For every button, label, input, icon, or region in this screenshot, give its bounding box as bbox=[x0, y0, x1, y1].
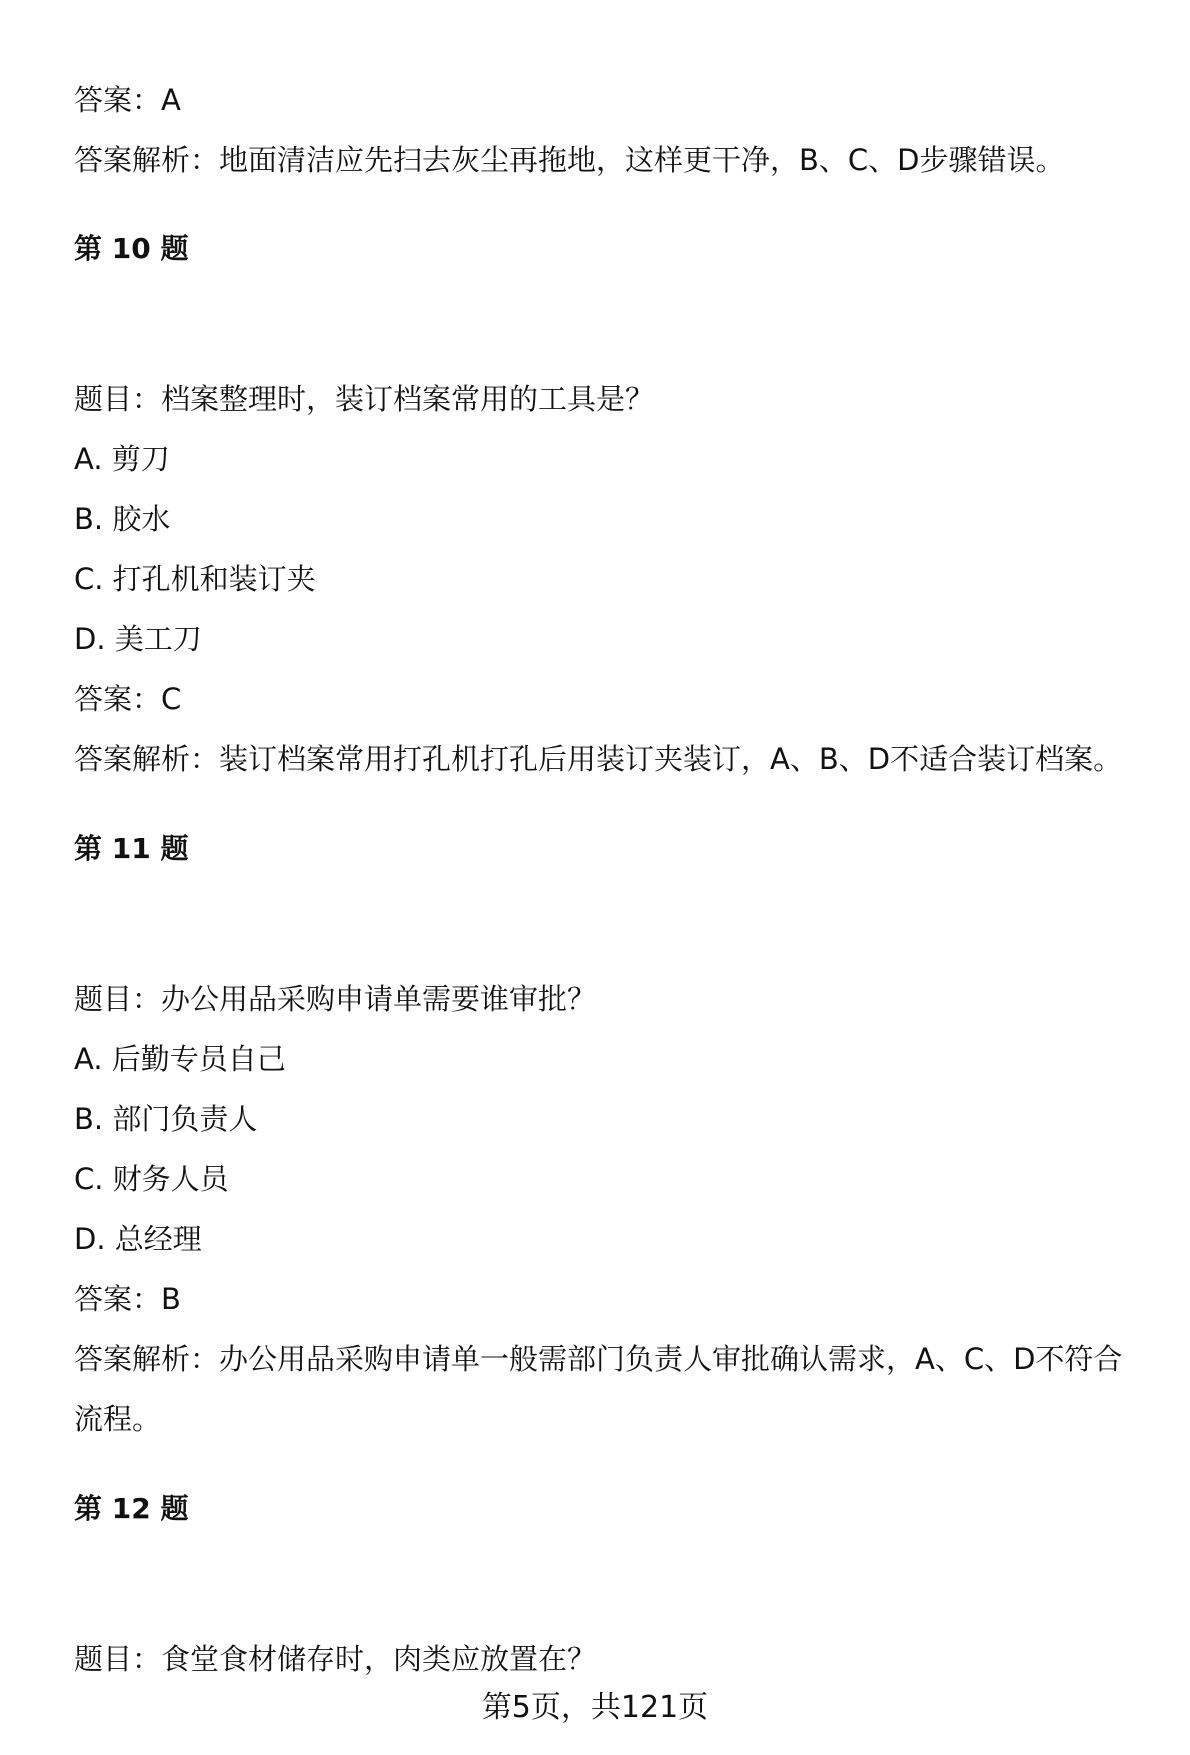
page-number-footer: 第5页，共121页 bbox=[481, 1690, 709, 1725]
q10-option-c: C. 打孔机和装订夹 bbox=[74, 562, 316, 596]
q10-option-b: B. 胶水 bbox=[74, 502, 171, 536]
q12-question: 题目：食堂食材储存时，肉类应放置在？ bbox=[74, 1642, 597, 1676]
q12-heading: 第 12 题 bbox=[74, 1492, 189, 1525]
q10-answer: 答案：C bbox=[74, 682, 182, 716]
q11-heading: 第 11 题 bbox=[74, 832, 189, 865]
q11-option-a: A. 后勤专员自己 bbox=[74, 1042, 286, 1076]
q11-answer: 答案：B bbox=[74, 1282, 181, 1316]
q10-analysis: 答案解析：装订档案常用打孔机打孔后用装订夹装订，A、B、D不适合装订档案。 bbox=[74, 742, 1123, 776]
q11-analysis-line-2: 流程。 bbox=[74, 1402, 162, 1436]
q10-option-a: A. 剪刀 bbox=[74, 442, 170, 476]
q9-analysis: 答案解析：地面清洁应先扫去灰尘再拖地，这样更干净，B、C、D步骤错误。 bbox=[74, 143, 1065, 177]
q11-option-c: C. 财务人员 bbox=[74, 1162, 229, 1196]
q10-question: 题目：档案整理时，装订档案常用的工具是？ bbox=[74, 382, 655, 416]
q11-question: 题目：办公用品采购申请单需要谁审批？ bbox=[74, 982, 597, 1016]
q9-answer: 答案：A bbox=[74, 83, 181, 117]
q10-heading: 第 10 题 bbox=[74, 232, 189, 265]
q11-option-b: B. 部门负责人 bbox=[74, 1102, 258, 1136]
q11-analysis-line-1: 答案解析：办公用品采购申请单一般需部门负责人审批确认需求，A、C、D不符合 bbox=[74, 1342, 1123, 1376]
q11-option-d: D. 总经理 bbox=[74, 1222, 202, 1256]
q10-option-d: D. 美工刀 bbox=[74, 622, 202, 656]
